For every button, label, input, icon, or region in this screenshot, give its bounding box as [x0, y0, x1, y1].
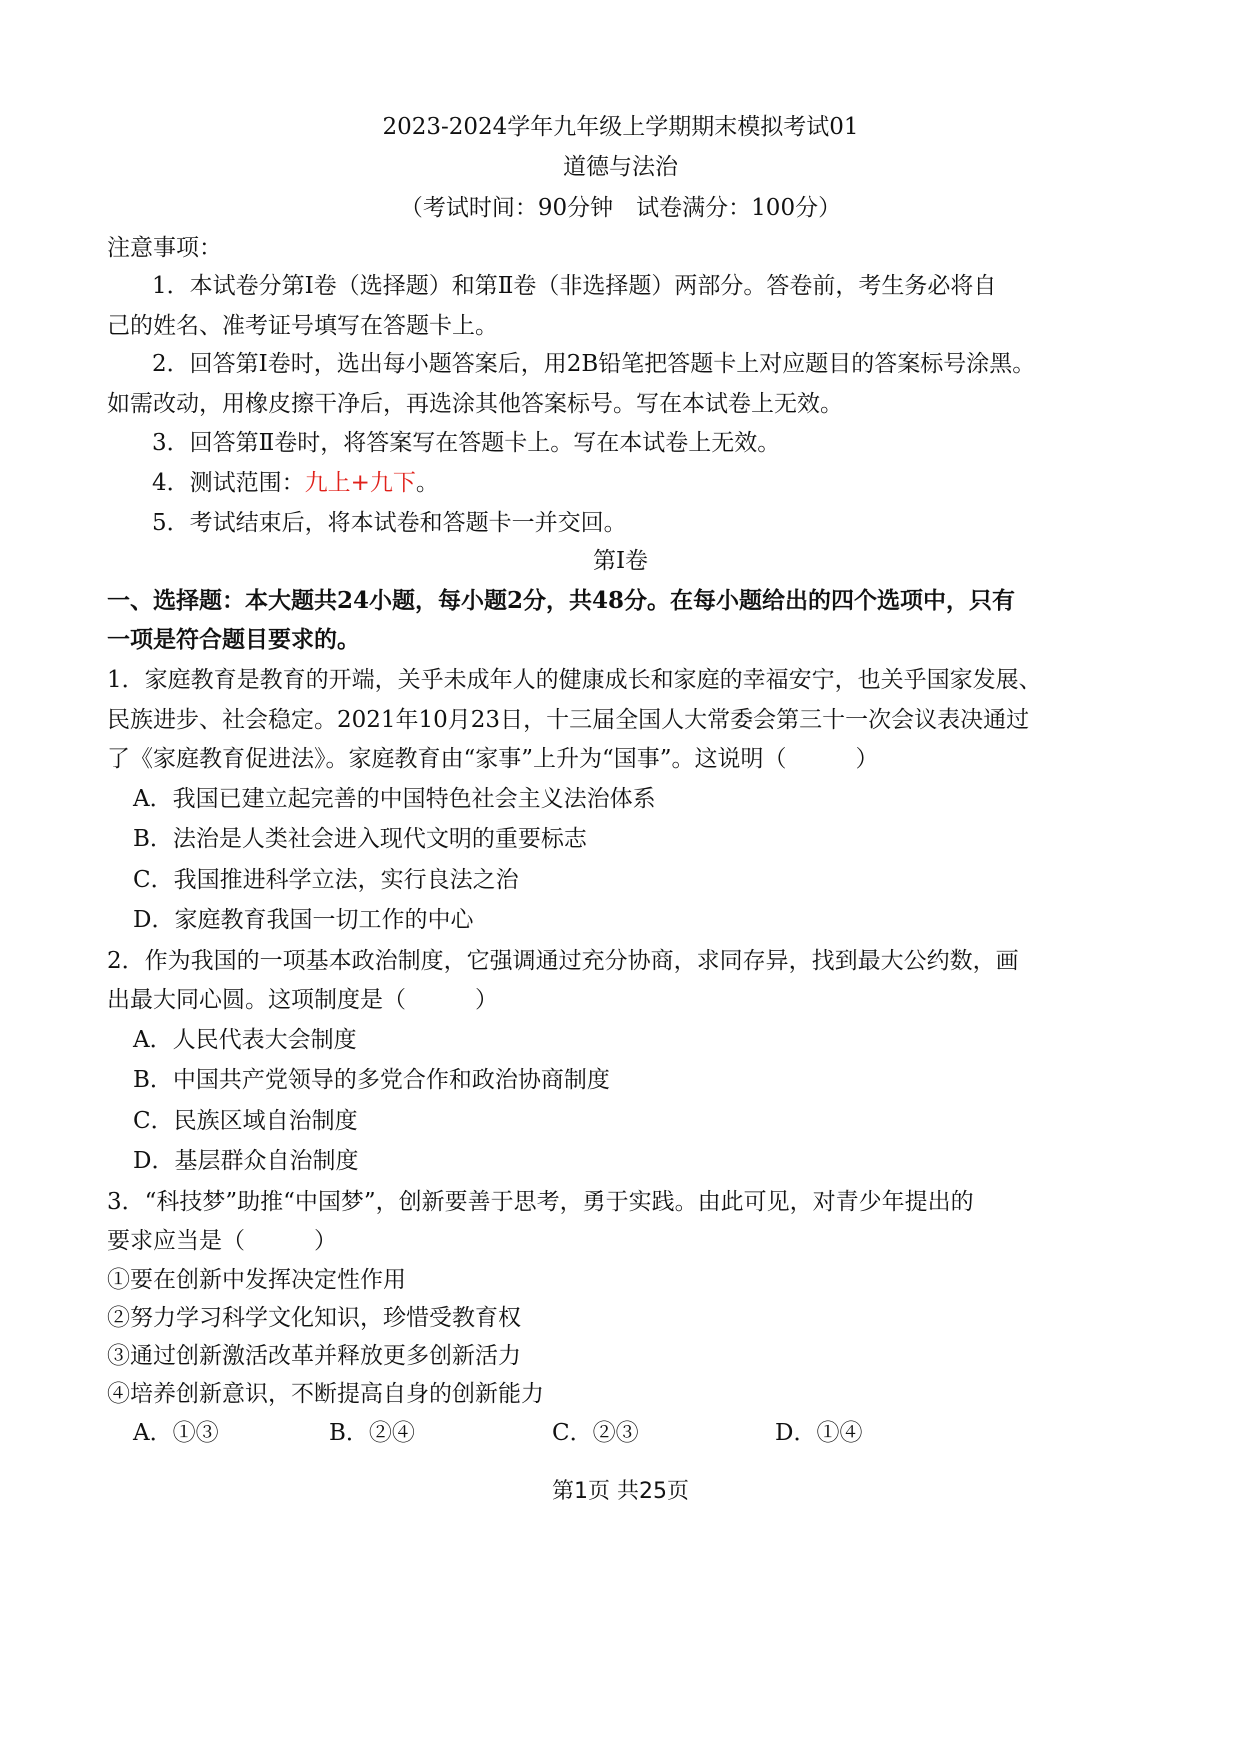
- note-2-line-2: 如需改动，用橡皮擦干净后，再选涂其他答案标号。写在本试卷上无效。: [107, 391, 843, 417]
- part-1-title: 第Ⅰ卷: [592, 548, 649, 574]
- question-3-option-a: A．①③: [133, 1420, 219, 1446]
- question-3-line-1: 3．“科技梦”助推“中国梦”，创新要善于思考，勇于实践。由此可见，对青少年提出的: [107, 1189, 974, 1215]
- note-5: 5．考试结束后，将本试卷和答题卡一并交回。: [152, 510, 627, 536]
- question-3-option-c: C．②③: [552, 1420, 639, 1446]
- question-3-statement-3: ③通过创新激活改革并释放更多创新活力: [107, 1343, 521, 1369]
- question-3-line-2: 要求应当是（ ）: [107, 1228, 337, 1254]
- page-footer: 第1页 共25页: [552, 1479, 689, 1504]
- note-4-prefix: 4．测试范围：: [152, 470, 305, 496]
- question-1-line-1: 1．家庭教育是教育的开端，关乎未成年人的健康成长和家庭的幸福安宁，也关乎国家发展、: [107, 667, 1042, 693]
- note-1-line-1: 1．本试卷分第Ⅰ卷（选择题）和第Ⅱ卷（非选择题）两部分。答卷前，考生务必将自: [152, 273, 997, 299]
- note-4: [152, 468, 439, 498]
- question-3-statement-4: ④培养创新意识，不断提高自身的创新能力: [107, 1381, 544, 1407]
- note-2-line-1: 2．回答第Ⅰ卷时，选出每小题答案后，用2B铅笔把答题卡上对应题目的答案标号涂黑。: [152, 351, 1036, 377]
- subject-title: 道德与法治: [563, 154, 678, 180]
- test-scope-highlight: 九上+九下: [304, 470, 416, 496]
- question-3-statement-1: ①要在创新中发挥决定性作用: [107, 1267, 406, 1293]
- question-2-option-c: C．民族区域自治制度: [133, 1108, 358, 1134]
- question-1-option-b: B．法治是人类社会进入现代文明的重要标志: [133, 826, 587, 852]
- question-3-option-b: B．②④: [329, 1420, 415, 1446]
- question-1-line-2: 民族进步、社会稳定。2021年10月23日，十三届全国人大常委会第三十一次会议表决通过: [107, 707, 1030, 733]
- notes-heading: 注意事项：: [107, 235, 222, 261]
- section-1-instructions-line-2: 一项是符合题目要求的。: [107, 626, 360, 653]
- question-2-option-a: A．人民代表大会制度: [133, 1027, 357, 1053]
- question-3-option-d: D．①④: [775, 1420, 863, 1446]
- note-1-line-2: 己的姓名、准考证号填写在答题卡上。: [107, 313, 498, 339]
- question-2-line-2: 出最大同心圆。这项制度是（ ）: [107, 987, 498, 1013]
- exam-info: （考试时间：90分钟 试卷满分：100分）: [399, 195, 842, 221]
- question-1-option-a: A．我国已建立起完善的中国特色社会主义法治体系: [133, 786, 656, 812]
- question-2-option-d: D．基层群众自治制度: [133, 1148, 359, 1174]
- question-2-option-b: B．中国共产党领导的多党合作和政治协商制度: [133, 1067, 610, 1093]
- question-1-line-3: 了《家庭教育促进法》。家庭教育由“家事”上升为“国事”。这说明（ ）: [107, 746, 879, 772]
- note-4-suffix: 。: [415, 470, 439, 496]
- note-3: 3．回答第Ⅱ卷时，将答案写在答题卡上。写在本试卷上无效。: [152, 430, 781, 456]
- exam-title: 2023-2024学年九年级上学期期末模拟考试01: [382, 114, 859, 140]
- question-1-option-c: C．我国推进科学立法，实行良法之治: [133, 867, 519, 893]
- question-1-option-d: D．家庭教育我国一切工作的中心: [133, 907, 474, 933]
- question-2-line-1: 2．作为我国的一项基本政治制度，它强调通过充分协商，求同存异，找到最大公约数，画: [107, 948, 1019, 974]
- question-3-statement-2: ②努力学习科学文化知识，珍惜受教育权: [107, 1305, 521, 1331]
- section-1-instructions-line-1: 一、选择题：本大题共24小题，每小题2分，共48分。在每小题给出的四个选项中，只有: [107, 587, 1016, 614]
